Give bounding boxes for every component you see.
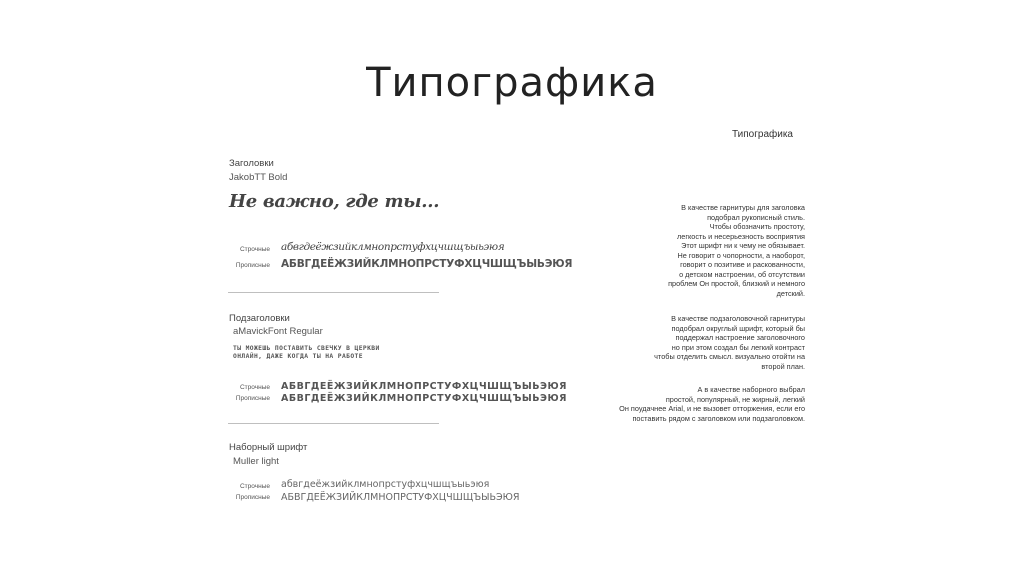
subheadings-upper-label: Прописные [235,395,270,402]
right-title: Типографика [732,129,793,140]
headings-font-name: JakobTT Bold [229,172,288,183]
subheadings-upper-alphabet: АБВГДЕЁЖЗИЙКЛМНОПРСТУФХЦЧШЩЪЫЬЭЮЯ [281,393,567,404]
paragraph-line: детский. [776,288,805,298]
headings-upper-label: Прописные [235,262,270,269]
paragraph-line: В качестве гарнитуры для заголовка [681,203,805,212]
paragraph-line: о детском настроении, об отсутствии [679,269,805,279]
body-font-upper-alphabet: АБВГДЕЁЖЗИЙКЛМНОПРСТУФХЦЧШЩЪЫЬЭЮЯ [281,492,520,503]
divider [228,423,439,424]
headings-section-label: Заголовки [229,158,274,169]
paragraph-line: подобрал округлый шрифт, который бы [671,323,805,333]
body-font-lower-label: Строчные [239,483,270,490]
paragraph-line: второй план. [761,361,805,371]
subheadings-lower-alphabet: АБВГДЕЁЖЗИЙКЛМНОПРСТУФХЦЧШЩЪЫЬЭЮЯ [281,381,567,392]
subheadings-sample-line-2: ОНЛАЙН, ДАЖЕ КОГДА ТЫ НА РАБОТЕ [233,353,363,360]
paragraph-line: поставить рядом с заголовком или подзаголовком. [632,413,805,423]
paragraph-line: Он поудачнее Arial, и не вызовет отторжения, если его [619,404,805,413]
paragraph-line: Чтобы обозначить простоту, [709,222,805,231]
headings-lower-alphabet: абвгдеёжзийклмнопрстуфхцчшщъыьэюя [281,241,505,253]
headings-sample-text: Не важно, где ты... [229,191,440,212]
paragraph-line: но при этом создал бы легкий контраст [671,342,805,352]
divider [228,292,439,293]
paragraph-line: подобрал рукописный стиль. [707,212,805,222]
subheadings-section-label: Подзаголовки [229,313,290,324]
paragraph-line: говорит о позитиве и раскованности, [680,260,805,269]
slide-title: Типографика [366,60,658,106]
paragraph-line: чтобы отделить смысл. визуально отойти на [654,352,805,361]
paragraph-line: В качестве подзаголовочной гарнитуры [671,314,805,323]
body-font-name: Muller light [233,456,279,467]
paragraph-line: простой, популярный, не жирный, легкий [665,394,805,404]
paragraph-line: легкость и несерьезность восприятия [677,231,805,241]
body-font-lower-alphabet: абвгдеёжзийклмнопрстуфхцчшщъыьэюя [281,479,490,490]
paragraph-line: А в качестве наборного выбрал [697,385,805,394]
paragraph-line: Не говорит о чопорности, а наоборот, [677,250,805,260]
headings-lower-label: Строчные [239,246,270,253]
paragraph-line: поддержал настроение заголовочного [675,333,805,342]
subheadings-lower-label: Строчные [239,384,270,391]
body-font-upper-label: Прописные [235,494,270,501]
paragraph-line: Этот шрифт ни к чему не обязывает. [681,241,805,250]
paragraph-headings [505,203,805,298]
paragraph-body-font [505,385,805,423]
paragraph-line: проблем Он простой, близкий и немного [668,279,805,288]
headings-upper-alphabet: АБВГДЕЁЖЗИЙКЛМНОПРСТУФХЦЧШЩЪЫЬЭЮЯ [281,258,573,270]
paragraph-subheadings [505,314,805,371]
subheadings-font-name: aMavickFont Regular [233,326,323,337]
body-font-section-label: Наборный шрифт [229,442,308,453]
subheadings-sample-line-1: ТЫ МОЖЕШЬ ПОСТАВИТЬ СВЕЧКУ В ЦЕРКВИ [233,345,380,352]
